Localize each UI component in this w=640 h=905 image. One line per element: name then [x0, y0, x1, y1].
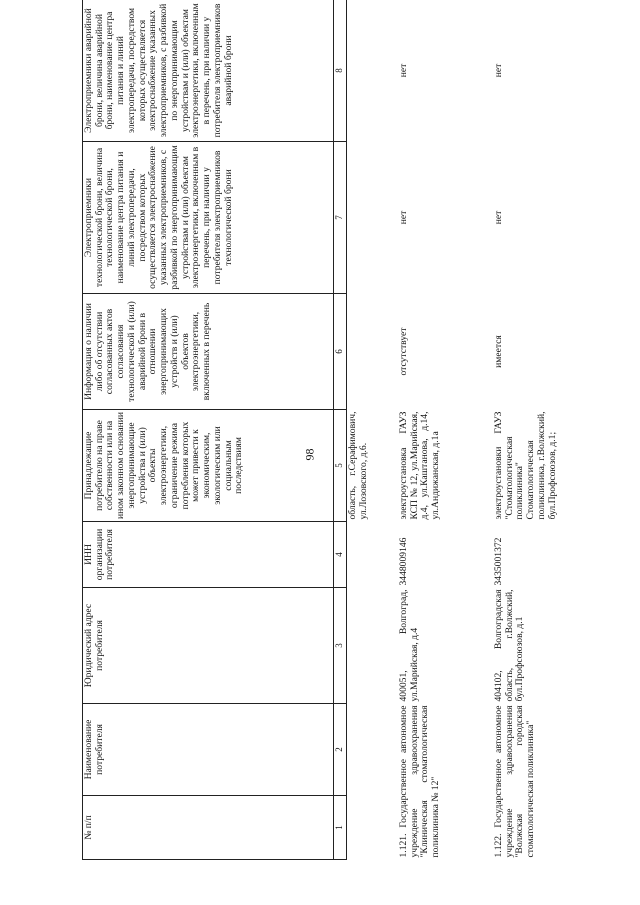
emergency-reserve-cell: нет — [493, 63, 504, 78]
column-number: 7 — [334, 142, 347, 294]
column-number: 8 — [334, 0, 347, 142]
column-number: 1 — [334, 796, 347, 860]
consumer-name: Государственное автономное учреждение здравоохранения "Клиническая стоматологическая поликлиника № 12" — [398, 705, 442, 858]
column-number: 3 — [334, 588, 347, 704]
consumer-name-cell — [484, 704, 579, 860]
address-cell: 404102, Волгоградская область, г.Волжский, бул.Профсоюзов, д.1 — [493, 589, 526, 702]
column-number: 2 — [334, 704, 347, 796]
page-number: 98 — [302, 448, 317, 461]
header-cell: Юридический адрес потребителя — [83, 588, 334, 704]
devices-cell: электроустановки ГАУЗ "Стоматологическая поликлиника" Стоматологическая поликлиника, г.Волжский, бул.Профсоюзов, д.1; — [493, 411, 558, 520]
row-number: 1.122. — [493, 833, 504, 858]
inn-cell: 3448009146 — [398, 537, 409, 586]
document-table-rotated — [82, 0, 640, 860]
column-number: 5 — [334, 410, 347, 522]
devices-cell: электроустановка ГАУЗ КСП № 12, ул.Марийская, д.4, ул.Каштанова, д.14, ул.Андижанская, д.1а — [398, 411, 442, 520]
header-cell: № п/п — [83, 796, 334, 860]
consumer-name-cell — [389, 704, 484, 860]
column-number: 4 — [334, 522, 347, 588]
table-row — [389, 0, 484, 860]
header-cell: Принадлежащие потребителю на праве собственности или на ином законном основании энергопринимающие устройства и (или) объекты электроэнергетики, ограничение режима потребления которых может привести к экономическим, экологическим или социальным последствиям — [83, 410, 334, 522]
row-number: 1.121. — [398, 833, 409, 858]
acts-cell: имеется — [493, 335, 504, 368]
devices-cell: область, г.Серафимович, ул.Лозовского, д.6. — [347, 411, 369, 520]
address-cell: 400051, Волгоград, ул.Марийская, д.4 — [398, 589, 420, 702]
table-row — [484, 0, 579, 860]
table-row-continued — [347, 0, 390, 860]
tech-reserve-cell: нет — [493, 210, 504, 225]
inn-cell: 3435001372 — [493, 537, 504, 586]
acts-cell: отсутствует — [398, 327, 409, 376]
header-cell: Электроприемники технологической брони, величина технологической брони, наименование центра питания и линий электропередачи, посредством которых осуществляется электроснабжение указанных электроприемников, с разбивкой по энергопринимающим устройствам и (или) объектам электроэнергетики, включенным в перечень, при наличии у потребителя электроприемников технологической брони — [83, 142, 334, 294]
column-number: 6 — [334, 294, 347, 410]
header-cell: Наименование потребителя — [83, 704, 334, 796]
header-cell: Информация о наличии либо об отсутствии согласованных актов согласования технологической и (или) аварийной брони в отношении энергопринимающих устройств и (или) объектов электроэнергетики, включенных в перечень — [83, 294, 334, 410]
header-cell: Электроприемники аварийной брони, величина аварийной брони, наименование центра питания и линий электропередачи, посредством которых осуществляется электроснабжение указанных электроприемников, с разбивкой по энергопринимающим устройствам и (или) объектам электроэнергетики, включенным в перечень, при наличии у потребителя электроприемников аварийной брони — [83, 0, 334, 142]
column-number-row — [334, 0, 347, 860]
tech-reserve-cell: нет — [398, 210, 409, 225]
consumers-table — [82, 0, 579, 860]
consumer-name: Государственное автономное учреждение здравоохранения "Волжская городская стоматологическая поликлиника" — [493, 705, 537, 858]
header-row — [83, 0, 334, 860]
header-cell: ИНН организации потребителя — [83, 522, 334, 588]
emergency-reserve-cell: нет — [398, 63, 409, 78]
